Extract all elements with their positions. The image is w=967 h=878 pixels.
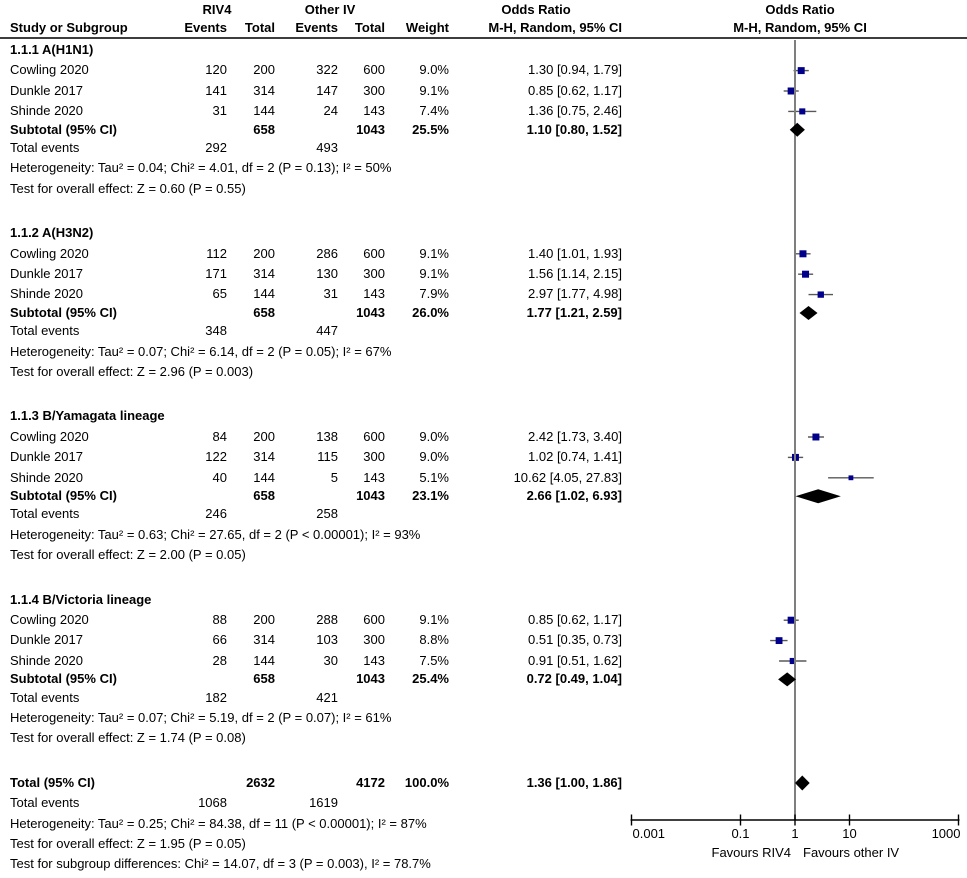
riv4-total-cell: 200: [253, 428, 275, 444]
odds-ratio-header-left: Odds Ratio: [501, 2, 571, 17]
weight-cell: 7.5%: [419, 652, 449, 668]
total-events-label: Total events: [10, 140, 80, 155]
total-riv4-total: 2632: [246, 774, 275, 790]
axis-tick-label: 0.1: [731, 826, 750, 841]
other-events-cell: 138: [316, 428, 338, 444]
total-events-other: 258: [316, 506, 338, 522]
subtotal-other-total: 1043: [356, 304, 385, 320]
riv4-total-cell: 144: [253, 652, 275, 668]
study-name: Cowling 2020: [10, 62, 89, 78]
subtotal-or-ci-text: 1.77 [1.21, 2.59]: [526, 304, 622, 320]
riv4-total-cell: 200: [253, 612, 275, 627]
or-ci-text: 2.97 [1.77, 4.98]: [528, 286, 622, 302]
subtotal-weight: 26.0%: [412, 304, 449, 320]
or-ci-text: 1.56 [1.14, 2.15]: [528, 266, 622, 281]
total-events-label: Total events: [10, 689, 80, 705]
subtotal-diamond: [790, 123, 805, 137]
other-total-cell: 143: [363, 286, 385, 302]
riv4-events-cell: 141: [205, 82, 227, 98]
weight-cell: 7.9%: [419, 286, 449, 302]
weight-cell: 9.1%: [419, 245, 449, 261]
study-name: Dunkle 2017: [10, 632, 83, 648]
riv4-total-cell: 144: [253, 469, 275, 485]
or-marker: [788, 617, 795, 624]
study-name: Cowling 2020: [10, 612, 89, 627]
total-events-riv4: 182: [205, 689, 227, 705]
other-events-cell: 115: [317, 449, 338, 465]
subtotal-label: Subtotal (95% CI): [10, 488, 117, 503]
subtotal-riv4-total: 658: [253, 488, 275, 503]
favours-right-label: Favours other IV: [803, 845, 900, 860]
other-total-cell: 600: [363, 62, 385, 78]
other-total-cell: 300: [363, 82, 385, 98]
other-events-cell: 147: [316, 82, 338, 98]
or-ci-text: 1.40 [1.01, 1.93]: [528, 245, 622, 261]
overall-effect-text: Test for overall effect: Z = 0.60 (P = 0.55): [10, 180, 246, 196]
other-total-cell: 300: [363, 449, 385, 465]
heterogeneity-text: Heterogeneity: Tau² = 0.25; Chi² = 84.38, df = 11 (P < 0.00001); I² = 87%: [10, 815, 427, 831]
other-events-cell: 288: [316, 612, 338, 627]
mh-ci-header-left: M-H, Random, 95% CI: [488, 20, 622, 35]
riv4-total-cell: 144: [253, 286, 275, 302]
weight-cell: 9.1%: [419, 266, 449, 281]
other-events-header: Events: [295, 20, 338, 35]
subtotal-or-ci-text: 0.72 [0.49, 1.04]: [526, 671, 622, 687]
riv4-events-header: Events: [184, 20, 227, 35]
or-marker: [812, 434, 819, 441]
subtotal-other-total: 1043: [356, 488, 385, 503]
riv4-events-cell: 65: [212, 286, 227, 302]
total-events-other: 447: [316, 323, 338, 339]
section-header: 1.1.4 B/Victoria lineage: [10, 591, 152, 607]
weight-cell: 8.8%: [419, 632, 449, 648]
other-events-cell: 103: [316, 632, 338, 648]
or-ci-text: 0.91 [0.51, 1.62]: [528, 652, 622, 668]
or-marker: [799, 250, 806, 257]
subtotal-riv4-total: 658: [253, 671, 275, 687]
total-events-other: 421: [316, 689, 338, 705]
other-total-cell: 143: [363, 652, 385, 668]
riv4-events-cell: 120: [205, 62, 227, 78]
other-events-cell: 130: [316, 266, 338, 281]
or-ci-text: 2.42 [1.73, 3.40]: [528, 428, 622, 444]
other-events-cell: 286: [316, 245, 338, 261]
axis-tick-label: 10: [842, 826, 857, 841]
or-ci-text: 1.02 [0.74, 1.41]: [528, 449, 622, 465]
subtotal-diamond: [800, 306, 818, 320]
heterogeneity-text: Heterogeneity: Tau² = 0.07; Chi² = 5.19, df = 2 (P = 0.07); I² = 61%: [10, 710, 392, 725]
subtotal-riv4-total: 658: [253, 304, 275, 320]
or-marker: [788, 87, 795, 94]
total-events-riv4: 292: [205, 140, 227, 155]
riv4-events-cell: 84: [212, 428, 227, 444]
study-name: Cowling 2020: [10, 245, 89, 261]
or-marker: [798, 67, 805, 74]
subtotal-riv4-total: 658: [253, 121, 275, 137]
weight-cell: 9.1%: [419, 82, 449, 98]
weight-cell: 9.0%: [419, 428, 449, 444]
or-ci-text: 10.62 [4.05, 27.83]: [513, 469, 622, 485]
heterogeneity-text: Heterogeneity: Tau² = 0.63; Chi² = 27.65, df = 2 (P < 0.00001); I² = 93%: [10, 526, 421, 542]
subtotal-or-ci-text: 1.10 [0.80, 1.52]: [526, 121, 622, 137]
weight-cell: 5.1%: [419, 469, 449, 485]
study-name: Dunkle 2017: [10, 266, 83, 281]
or-marker: [802, 271, 809, 278]
other-events-cell: 31: [323, 286, 338, 302]
riv4-total-cell: 144: [253, 103, 275, 119]
subtotal-other-total: 1043: [356, 121, 385, 137]
other-total-header: Total: [354, 20, 385, 35]
riv4-total-cell: 314: [253, 266, 275, 281]
subtotal-weight: 25.5%: [412, 121, 449, 137]
riv4-events-cell: 66: [212, 632, 227, 648]
overall-effect-text: Test for overall effect: Z = 1.95 (P = 0.05): [10, 836, 246, 851]
overall-effect-text: Test for overall effect: Z = 2.00 (P = 0.05): [10, 547, 246, 563]
heterogeneity-text: Heterogeneity: Tau² = 0.04; Chi² = 4.01, df = 2 (P = 0.13); I² = 50%: [10, 160, 392, 176]
axis-tick-label: 1000: [931, 826, 961, 841]
total-weight: 100.0%: [404, 774, 449, 790]
total-diamond: [795, 776, 810, 791]
total-events-other: 493: [316, 140, 338, 155]
section-header: 1.1.1 A(H1N1): [10, 42, 94, 57]
or-marker: [776, 637, 783, 644]
study-name: Shinde 2020: [10, 469, 84, 485]
riv4-group-header: RIV4: [202, 2, 232, 17]
total-other-total: 4172: [356, 774, 385, 790]
subtotal-label: Subtotal (95% CI): [10, 671, 117, 687]
weight-cell: 9.1%: [419, 612, 449, 627]
total-events-label: Total events: [10, 506, 80, 522]
other-events-cell: 322: [316, 62, 338, 78]
subtotal-weight: 23.1%: [412, 488, 449, 503]
or-ci-text: 1.36 [0.75, 2.46]: [528, 103, 622, 119]
total-or-ci-text: 1.36 [1.00, 1.86]: [526, 774, 622, 790]
or-marker: [849, 475, 854, 480]
other-total-cell: 143: [363, 469, 385, 485]
study-name: Shinde 2020: [10, 103, 84, 119]
riv4-events-cell: 122: [205, 449, 227, 465]
other-total-cell: 600: [363, 245, 385, 261]
riv4-total-cell: 314: [253, 632, 275, 648]
or-ci-text: 0.85 [0.62, 1.17]: [528, 82, 622, 98]
other-events-cell: 5: [330, 469, 338, 485]
section-header: 1.1.3 B/Yamagata lineage: [10, 408, 165, 424]
subgroup-differences-text: Test for subgroup differences: Chi² = 14.07, df = 3 (P = 0.003), I² = 78.7%: [10, 856, 431, 872]
other-iv-group-header: Other IV: [304, 2, 356, 17]
subtotal-label: Subtotal (95% CI): [10, 121, 117, 137]
study-subgroup-header: Study or Subgroup: [10, 20, 128, 35]
or-ci-text: 0.51 [0.35, 0.73]: [528, 632, 622, 648]
or-marker: [799, 108, 805, 114]
overall-effect-text: Test for overall effect: Z = 2.96 (P = 0.003): [10, 364, 254, 379]
total-label: Total (95% CI): [10, 774, 95, 790]
total-events-label: Total events: [10, 323, 80, 339]
total-events-label: Total events: [10, 795, 80, 811]
subtotal-diamond: [795, 489, 840, 503]
heterogeneity-text: Heterogeneity: Tau² = 0.07; Chi² = 6.14, df = 2 (P = 0.05); I² = 67%: [10, 343, 392, 359]
riv4-events-cell: 28: [212, 652, 227, 668]
study-name: Dunkle 2017: [10, 449, 83, 465]
subtotal-other-total: 1043: [356, 671, 385, 687]
total-events-other: 1619: [309, 795, 338, 811]
riv4-total-cell: 314: [253, 449, 275, 465]
favours-left-label: Favours RIV4: [711, 845, 791, 860]
total-events-riv4: 348: [205, 323, 227, 339]
or-marker: [818, 291, 824, 297]
riv4-events-cell: 88: [212, 612, 227, 627]
riv4-events-cell: 112: [206, 245, 227, 261]
other-events-cell: 30: [323, 652, 338, 668]
section-header: 1.1.2 A(H3N2): [10, 225, 94, 241]
other-events-cell: 24: [323, 103, 338, 119]
weight-header: Weight: [405, 20, 449, 35]
subtotal-diamond: [778, 672, 796, 686]
weight-cell: 7.4%: [419, 103, 449, 119]
riv4-events-cell: 40: [212, 469, 227, 485]
riv4-total-cell: 200: [253, 245, 275, 261]
other-total-cell: 600: [363, 428, 385, 444]
or-ci-text: 1.30 [0.94, 1.79]: [528, 62, 622, 78]
other-total-cell: 300: [363, 266, 385, 281]
riv4-events-cell: 171: [205, 266, 227, 281]
study-name: Shinde 2020: [10, 652, 84, 668]
riv4-events-cell: 31: [212, 103, 227, 119]
or-marker: [792, 454, 799, 461]
weight-cell: 9.0%: [419, 449, 449, 465]
subtotal-weight: 25.4%: [412, 671, 449, 687]
riv4-total-cell: 200: [253, 62, 275, 78]
or-marker: [790, 658, 796, 664]
riv4-total-cell: 314: [253, 82, 275, 98]
weight-cell: 9.0%: [419, 62, 449, 78]
other-total-cell: 600: [363, 612, 385, 627]
header-divider: [0, 37, 967, 39]
axis-tick-label: 0.001: [632, 826, 666, 841]
odds-ratio-header-right: Odds Ratio: [765, 2, 835, 17]
study-name: Dunkle 2017: [10, 82, 83, 98]
axis-tick-label: 1: [791, 826, 799, 841]
total-events-riv4: 246: [205, 506, 227, 522]
subtotal-or-ci-text: 2.66 [1.02, 6.93]: [526, 488, 622, 503]
other-total-cell: 143: [363, 103, 385, 119]
mh-ci-header-right: M-H, Random, 95% CI: [733, 20, 867, 35]
other-total-cell: 300: [363, 632, 385, 648]
total-events-riv4: 1068: [198, 795, 227, 811]
subtotal-label: Subtotal (95% CI): [10, 304, 117, 320]
overall-effect-text: Test for overall effect: Z = 1.74 (P = 0.08): [10, 730, 246, 746]
study-name: Cowling 2020: [10, 428, 89, 444]
riv4-total-header: Total: [244, 20, 275, 35]
or-ci-text: 0.85 [0.62, 1.17]: [528, 612, 622, 627]
study-name: Shinde 2020: [10, 286, 84, 302]
